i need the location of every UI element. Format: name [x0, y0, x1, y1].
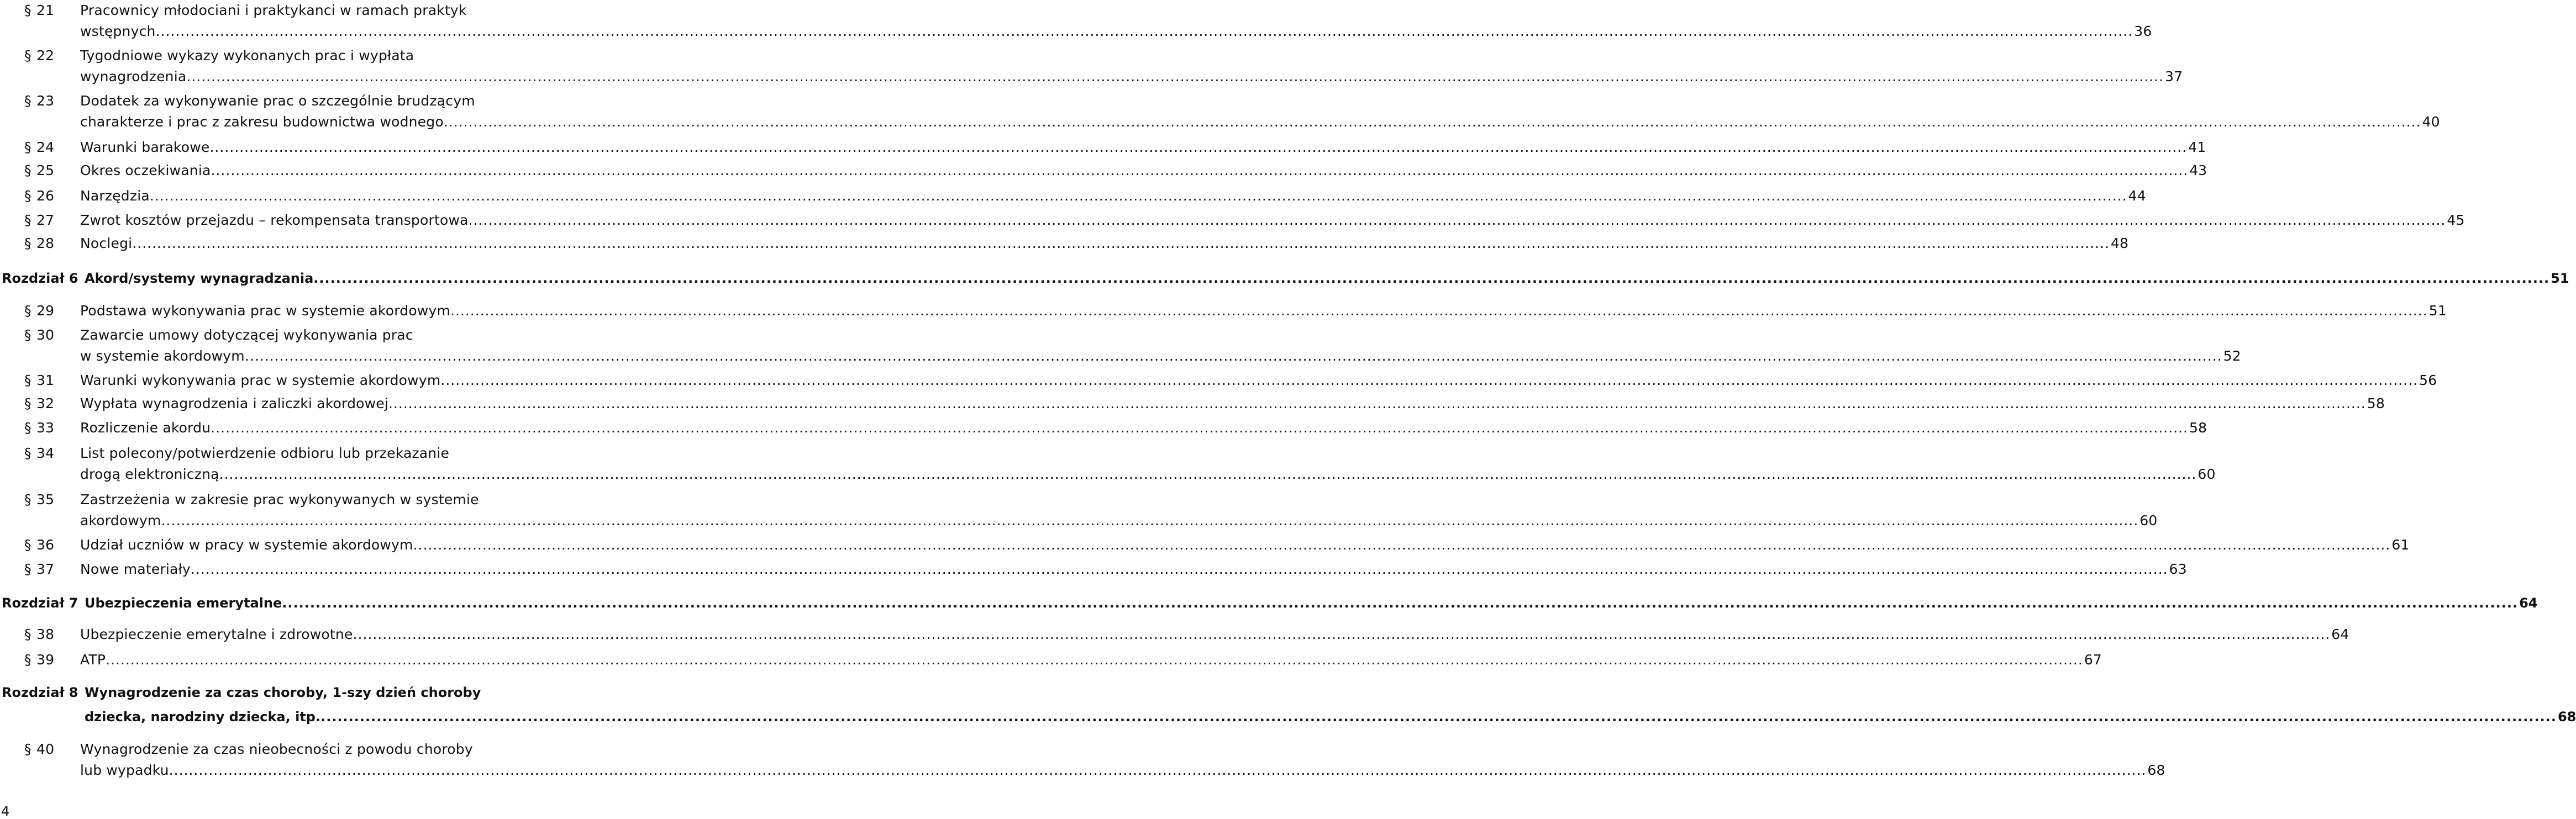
entry-title: [80, 535, 2410, 556]
section-symbol: §: [24, 626, 31, 642]
entry-title-line: [80, 510, 2158, 531]
page-ref: 60: [2198, 466, 2216, 482]
dot-leader: ................................................................................................................................................................................................................................................................................................................................................................................................................: [186, 68, 2164, 84]
entry-title-text: wynagrodzenia: [80, 68, 187, 84]
section-symbol: §: [24, 139, 31, 155]
section-symbol: §: [24, 652, 31, 668]
entry-title: [80, 370, 2437, 391]
entry-title-line: [80, 0, 528, 21]
entry-title: [80, 186, 2146, 207]
entry-title: [80, 233, 2129, 254]
entry-title-text: Wynagrodzenie za czas nieobecności z powodu choroby: [80, 741, 473, 757]
entry-title: [80, 300, 2447, 321]
entry-title-line: [80, 535, 2410, 556]
entry-title: [80, 649, 2102, 670]
entry-title-line: [80, 66, 2183, 87]
entry-title-text: Noclegi: [80, 235, 133, 251]
entry-title-text: Ubezpieczenie emerytalne i zdrowotne: [80, 626, 353, 642]
section-number: 23: [36, 93, 55, 109]
entry-title-text: ATP: [80, 652, 106, 668]
section-symbol: §: [24, 492, 31, 508]
page-ref: 40: [2422, 114, 2440, 130]
entry-title: [80, 489, 2158, 531]
dot-leader: ................................................................................................................................................................................................................................................................................................................................................................................................................: [282, 595, 2519, 611]
section-symbol: §: [24, 2, 31, 18]
entry-title-text: Nowe materiały: [80, 561, 191, 577]
section-number: 25: [36, 162, 55, 178]
entry-title-line: [80, 760, 2165, 781]
entry-title-line: [80, 649, 2102, 670]
entry-title-text: Akord/systemy wynagradzania: [85, 271, 314, 286]
page-ref: 68: [2147, 762, 2165, 778]
section-number: 34: [36, 445, 55, 461]
entry-title: [85, 681, 2576, 730]
section-number: 38: [36, 626, 55, 642]
section-symbol: §: [24, 420, 31, 436]
entry-title: [80, 45, 2183, 87]
section-symbol: §: [24, 303, 31, 319]
section-number: 35: [36, 492, 55, 508]
entry-title-line: [80, 418, 2207, 438]
section-number: 24: [36, 139, 55, 155]
section-number: 28: [36, 235, 55, 251]
dot-leader: ................................................................................................................................................................................................................................................................................................................................................................................................................: [353, 626, 2331, 642]
dot-leader: ................................................................................................................................................................................................................................................................................................................................................................................................................: [149, 188, 2127, 204]
page-ref: 36: [2134, 23, 2152, 39]
chapter-label: Rozdział 6: [2, 271, 78, 286]
section-symbol: §: [24, 395, 31, 411]
entry-title-line: [80, 21, 2152, 42]
section-symbol: §: [24, 188, 31, 204]
entry-title-text: lub wypadku: [80, 762, 169, 778]
entry-title-line: [85, 681, 528, 706]
page-ref: 64: [2331, 626, 2349, 642]
section-number: 39: [36, 652, 55, 668]
entry-title: [80, 325, 2241, 367]
page-ref: 61: [2391, 537, 2410, 553]
entry-title-line: [80, 45, 528, 66]
entry-title-text: drogą elektroniczną: [80, 466, 219, 482]
entry-title-line: [80, 346, 2241, 367]
dot-leader: ................................................................................................................................................................................................................................................................................................................................................................................................................: [388, 395, 2366, 411]
entry-title-text: Zawarcie umowy dotyczącej wykonywania prac: [80, 327, 413, 343]
entry-title-text: Udział uczniów w pracy w systemie akordowym: [80, 537, 413, 553]
entry-title: [80, 91, 2440, 133]
page-ref: 56: [2419, 372, 2437, 388]
section-number: 36: [36, 537, 55, 553]
entry-title-line: [80, 137, 2206, 158]
section-number: 40: [36, 741, 55, 757]
entry-title-line: [80, 464, 2216, 485]
entry-title-line: [85, 267, 2569, 292]
entry-title-text: Zastrzeżenia w zakresie prac wykonywanych w systemie: [80, 492, 479, 508]
section-symbol: §: [24, 445, 31, 461]
page-ref: 58: [2367, 395, 2385, 411]
section-number: 26: [36, 188, 55, 204]
entry-title-line: [80, 559, 2187, 580]
entry-title-line: [80, 210, 2465, 231]
entry-title-line: [80, 443, 528, 464]
entry-title-line: [85, 592, 2538, 616]
entry-title-line: [80, 112, 2440, 133]
entry-title: [85, 592, 2538, 616]
page-ref: 60: [2139, 512, 2158, 529]
section-number: 27: [36, 212, 55, 228]
dot-leader: ................................................................................................................................................................................................................................................................................................................................................................................................................: [211, 162, 2189, 178]
section-symbol: §: [24, 47, 31, 64]
page-ref: 63: [2169, 561, 2187, 577]
section-symbol: §: [24, 212, 31, 228]
dot-leader: ................................................................................................................................................................................................................................................................................................................................................................................................................: [313, 271, 2550, 286]
page-ref: 43: [2189, 162, 2207, 178]
page-number: 4: [1, 804, 10, 819]
entry-title-text: Tygodniowe wykazy wykonanych prac i wypłata: [80, 47, 414, 64]
page-ref: 52: [2223, 348, 2241, 364]
section-number: 22: [36, 47, 55, 64]
entry-title-text: Wynagrodzenie za czas choroby, 1-szy dzień choroby: [85, 685, 481, 700]
section-number: 29: [36, 303, 55, 319]
section-symbol: §: [24, 537, 31, 553]
entry-title: [80, 210, 2465, 231]
entry-title-text: akordowym: [80, 512, 161, 529]
entry-title: [80, 443, 2216, 485]
dot-leader: ................................................................................................................................................................................................................................................................................................................................................................................................................: [468, 212, 2446, 228]
page-ref: 67: [2084, 652, 2102, 668]
entry-title-text: w systemie akordowym: [80, 348, 245, 364]
entry-title-text: Warunki wykonywania prac w systemie akordowym: [80, 372, 441, 388]
dot-leader: ................................................................................................................................................................................................................................................................................................................................................................................................................: [244, 348, 2222, 364]
entry-title: [80, 739, 2165, 781]
section-number: 31: [36, 372, 55, 388]
entry-title-line: [80, 325, 528, 346]
page-ref: 51: [2551, 271, 2569, 286]
entry-title-text: Dodatek za wykonywanie prac o szczególnie brudzącym: [80, 93, 475, 109]
entry-title: [80, 0, 2152, 42]
dot-leader: ................................................................................................................................................................................................................................................................................................................................................................................................................: [440, 372, 2419, 388]
dot-leader: ................................................................................................................................................................................................................................................................................................................................................................................................................: [161, 512, 2139, 529]
entry-title-text: Pracownicy młodociani i praktykanci w ramach praktyk: [80, 2, 467, 18]
entry-title-line: [80, 186, 2146, 207]
entry-title: [80, 137, 2206, 158]
section-symbol: §: [24, 372, 31, 388]
entry-title-text: Narzędzia: [80, 188, 150, 204]
entry-title: [80, 160, 2207, 181]
entry-title-line: [80, 300, 2447, 321]
dot-leader: ................................................................................................................................................................................................................................................................................................................................................................................................................: [155, 23, 2133, 39]
section-symbol: §: [24, 327, 31, 343]
section-symbol: §: [24, 561, 31, 577]
entry-title-text: Podstawa wykonywania prac w systemie akordowym: [80, 303, 451, 319]
section-symbol: §: [24, 235, 31, 251]
section-number: 33: [36, 420, 55, 436]
entry-title: [80, 393, 2385, 414]
dot-leader: ................................................................................................................................................................................................................................................................................................................................................................................................................: [443, 114, 2421, 130]
section-symbol: §: [24, 162, 31, 178]
dot-leader: ................................................................................................................................................................................................................................................................................................................................................................................................................: [209, 139, 2188, 155]
page-ref: 44: [2128, 188, 2146, 204]
dot-leader: ................................................................................................................................................................................................................................................................................................................................................................................................................: [169, 762, 2147, 778]
section-number: 37: [36, 561, 55, 577]
entry-title-text: List polecony/potwierdzenie odbioru lub przekazanie: [80, 445, 450, 461]
entry-title-line: [80, 160, 2207, 181]
entry-title-line: [80, 739, 528, 760]
entry-title-line: [80, 370, 2437, 391]
page-ref: 58: [2189, 420, 2207, 436]
section-symbol: §: [24, 741, 31, 757]
section-number: 30: [36, 327, 55, 343]
entry-title-line: [85, 706, 2576, 730]
page-ref: 41: [2188, 139, 2206, 155]
dot-leader: ................................................................................................................................................................................................................................................................................................................................................................................................................: [190, 561, 2168, 577]
entry-title-text: dziecka, narodziny dziecka, itp.: [85, 709, 321, 725]
entry-title-text: Zwrot kosztów przejazdu – rekompensata transportowa: [80, 212, 469, 228]
chapter-label: Rozdział 8: [2, 685, 78, 700]
dot-leader: ................................................................................................................................................................................................................................................................................................................................................................................................................: [450, 303, 2428, 319]
dot-leader: ................................................................................................................................................................................................................................................................................................................................................................................................................: [211, 420, 2188, 436]
chapter-label: Rozdział 7: [2, 595, 78, 611]
dot-leader: ................................................................................................................................................................................................................................................................................................................................................................................................................: [320, 709, 2557, 725]
page-ref: 45: [2447, 212, 2465, 228]
page-ref: 64: [2519, 595, 2538, 611]
page-ref: 51: [2428, 303, 2447, 319]
entry-title-text: Okres oczekiwania: [80, 162, 211, 178]
entry-title: [80, 624, 2349, 645]
section-number: 32: [36, 395, 55, 411]
entry-title: [85, 267, 2569, 292]
dot-leader: ................................................................................................................................................................................................................................................................................................................................................................................................................: [413, 537, 2391, 553]
section-number: 21: [36, 2, 55, 18]
page-ref: 37: [2165, 68, 2183, 84]
entry-title-text: Ubezpieczenia emerytalne: [85, 595, 282, 611]
page-ref: 68: [2557, 709, 2576, 725]
entry-title-line: [80, 91, 528, 112]
entry-title-line: [80, 489, 528, 510]
entry-title-text: charakterze i prac z zakresu budownictwa wodnego: [80, 114, 444, 130]
entry-title-line: [80, 624, 2349, 645]
entry-title-text: Warunki barakowe: [80, 139, 210, 155]
section-symbol: §: [24, 93, 31, 109]
dot-leader: ................................................................................................................................................................................................................................................................................................................................................................................................................: [219, 466, 2197, 482]
page-ref: 48: [2111, 235, 2129, 251]
entry-title-line: [80, 393, 2385, 414]
dot-leader: ................................................................................................................................................................................................................................................................................................................................................................................................................: [106, 652, 2083, 668]
entry-title-text: Rozliczenie akordu: [80, 420, 211, 436]
entry-title-text: wstępnych: [80, 23, 156, 39]
entry-title-line: [80, 233, 2129, 254]
entry-title: [80, 559, 2187, 580]
dot-leader: ................................................................................................................................................................................................................................................................................................................................................................................................................: [132, 235, 2110, 251]
entry-title: [80, 418, 2207, 438]
entry-title-text: Wypłata wynagrodzenia i zaliczki akordowej: [80, 395, 389, 411]
